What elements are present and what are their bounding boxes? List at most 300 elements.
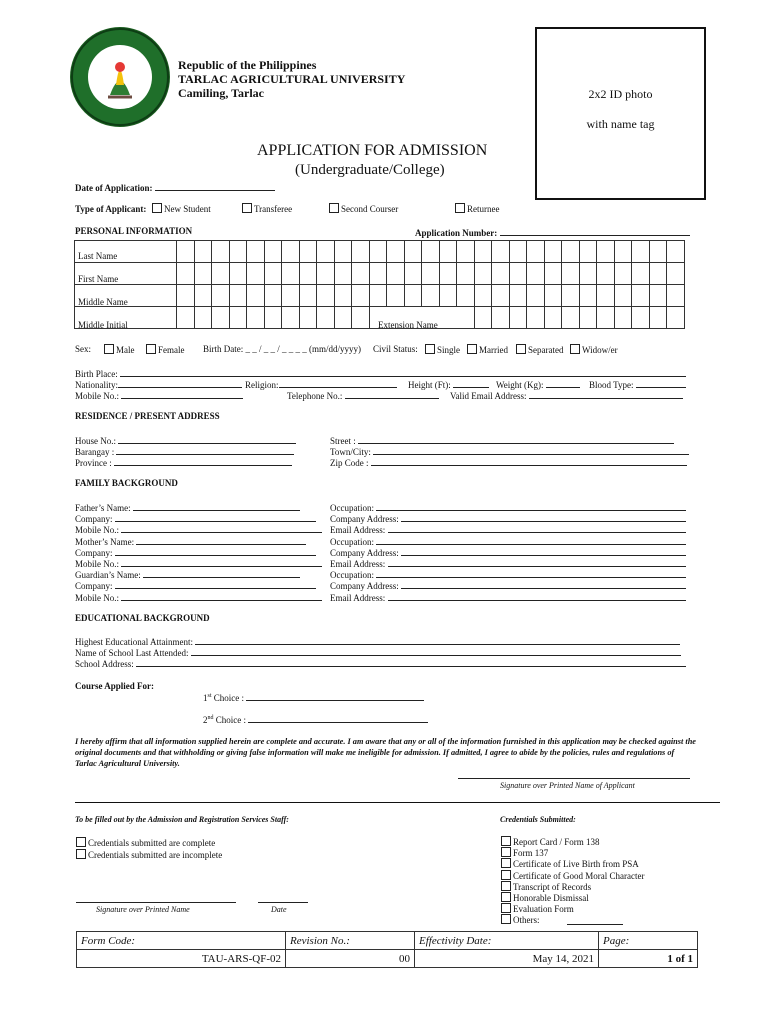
extension-name-label: Extension Name [378, 320, 438, 330]
letter-box[interactable] [247, 241, 265, 263]
street-label: Street : [330, 436, 356, 446]
letter-box[interactable] [317, 263, 335, 285]
letter-box[interactable] [614, 241, 632, 263]
checkbox-icon[interactable] [501, 836, 511, 846]
letter-box[interactable] [509, 263, 527, 285]
letter-box[interactable] [562, 241, 580, 263]
province-label: Province : [75, 458, 112, 468]
street-line[interactable] [358, 434, 674, 444]
applicant-type-returnee[interactable] [455, 203, 499, 214]
credential-label: Honorable Dismissal [513, 893, 589, 903]
town-line[interactable] [373, 445, 689, 455]
mobile-label: Mobile No.: [75, 391, 119, 401]
letter-box[interactable] [422, 241, 440, 263]
staff-option-label: Credentials submitted are complete [88, 838, 216, 848]
others-line[interactable] [567, 924, 623, 925]
middle-name-label: Middle Name [78, 297, 128, 307]
letter-box[interactable] [334, 307, 352, 329]
letter-box[interactable] [527, 263, 545, 285]
family-field-line[interactable] [376, 568, 686, 578]
photo-box-line1: 2x2 ID photo [588, 87, 653, 101]
letter-box[interactable] [597, 285, 615, 307]
letter-box[interactable] [667, 307, 685, 329]
family-field-line[interactable] [121, 557, 322, 567]
family-field-line[interactable] [388, 591, 686, 601]
letter-box[interactable] [352, 307, 370, 329]
family-field-line[interactable] [115, 512, 316, 522]
letter-box[interactable] [632, 285, 650, 307]
letter-box[interactable] [457, 241, 475, 263]
religion-line[interactable] [279, 378, 397, 388]
weight-line[interactable] [546, 378, 580, 388]
letter-box[interactable] [264, 307, 282, 329]
letter-box[interactable] [579, 263, 597, 285]
letter-box[interactable] [282, 307, 300, 329]
checkbox-icon[interactable] [242, 203, 252, 213]
letter-box[interactable] [229, 263, 247, 285]
letter-box[interactable] [317, 307, 335, 329]
school-name-line[interactable] [191, 646, 681, 656]
checkbox-icon[interactable] [146, 344, 156, 354]
letter-box[interactable] [597, 241, 615, 263]
form-title: APPLICATION FOR ADMISSION [257, 142, 488, 159]
nationality-label: Nationality: [75, 380, 118, 390]
barangay-line[interactable] [116, 445, 294, 455]
letter-box[interactable] [387, 285, 405, 307]
religion-label: Religion: [245, 380, 279, 390]
province-line[interactable] [114, 456, 292, 466]
footer-label-row [77, 932, 698, 950]
civil-married[interactable] [467, 344, 508, 355]
application-number-label: Application Number: [415, 228, 498, 238]
second-choice-line[interactable] [248, 713, 428, 723]
letter-box[interactable] [352, 263, 370, 285]
letter-box[interactable] [229, 241, 247, 263]
family-field-label: Email Address: [330, 525, 386, 536]
letter-box[interactable] [492, 241, 510, 263]
family-field[interactable] [75, 557, 322, 569]
school-address-field[interactable] [75, 657, 686, 669]
page-value: 1 of 1 [599, 950, 698, 968]
checkbox-icon[interactable] [501, 870, 511, 880]
family-field-line[interactable] [136, 535, 306, 545]
letter-box[interactable] [247, 263, 265, 285]
family-field-label: Guardian’s Name: [75, 570, 141, 581]
name-grid-row [75, 263, 685, 285]
letter-box[interactable] [194, 307, 212, 329]
letter-box[interactable] [474, 307, 492, 329]
staff-signature-caption: Signature over Printed Name [96, 905, 190, 914]
school-address-line[interactable] [136, 657, 686, 667]
zip-field[interactable] [330, 456, 687, 468]
credential-item[interactable] [501, 870, 644, 881]
letter-box[interactable] [614, 307, 632, 329]
affirmation-text: I hereby affirm that all information supplied herein are complete and accurate. I am aware that any or all of the information furnished in this application may be checked against the original documents and that withholding or giving false information will make me ineligible for admission. If admitted, I agree to abide by the policies, rules and regulations of Tarlac Agricultural University. [75, 737, 696, 768]
family-field-label: Mobile No.: [75, 559, 119, 569]
letter-box[interactable] [299, 285, 317, 307]
form-code-value: TAU-ARS-QF-02 [77, 950, 286, 968]
family-field-line[interactable] [376, 535, 686, 545]
family-field[interactable] [75, 568, 300, 580]
letter-box[interactable] [474, 263, 492, 285]
applicant-type-option: Transferee [254, 204, 293, 214]
effectivity-value: May 14, 2021 [415, 950, 599, 968]
checkbox-icon[interactable] [516, 344, 526, 354]
letter-box[interactable] [439, 263, 457, 285]
blood-type-line[interactable] [636, 378, 686, 388]
credential-item[interactable] [501, 903, 574, 914]
family-field-label: Mobile No.: [75, 592, 119, 603]
credentials-heading: Credentials Submitted: [500, 815, 576, 824]
sex-option: Male [116, 345, 135, 355]
letter-box[interactable] [579, 241, 597, 263]
letter-box[interactable] [212, 285, 230, 307]
family-field-label: Email Address: [330, 592, 386, 603]
form-subtitle: (Undergraduate/College) [295, 162, 445, 178]
family-field-line[interactable] [401, 512, 686, 522]
checkbox-icon[interactable] [329, 203, 339, 213]
letter-box[interactable] [562, 285, 580, 307]
letter-box[interactable] [404, 285, 422, 307]
civil-single[interactable] [425, 344, 460, 355]
letter-box[interactable] [579, 285, 597, 307]
house-line[interactable] [118, 434, 296, 444]
letter-box[interactable] [632, 307, 650, 329]
republic-heading: Republic of the Philippines [178, 58, 317, 72]
credential-item[interactable] [501, 914, 540, 925]
email-line[interactable] [529, 389, 683, 399]
birth-place-label: Birth Place: [75, 369, 118, 379]
family-field[interactable] [330, 546, 686, 558]
family-field[interactable] [330, 523, 686, 535]
checkbox-icon[interactable] [570, 344, 580, 354]
weight-label: Weight (Kg): [496, 380, 544, 390]
letter-box[interactable] [492, 307, 510, 329]
height-line[interactable] [453, 378, 489, 388]
letter-box[interactable] [264, 263, 282, 285]
nationality-line[interactable] [118, 378, 242, 388]
family-field-label: Mobile No.: [75, 525, 119, 536]
house-label: House No.: [75, 436, 116, 446]
family-field[interactable] [75, 579, 316, 591]
letter-box[interactable] [282, 241, 300, 263]
letter-box[interactable] [194, 241, 212, 263]
letter-box[interactable] [474, 285, 492, 307]
letter-box[interactable] [404, 263, 422, 285]
letter-box[interactable] [492, 263, 510, 285]
letter-box[interactable] [527, 285, 545, 307]
barangay-label: Barangay : [75, 447, 115, 457]
checkbox-icon[interactable] [501, 892, 511, 902]
checkbox-icon[interactable] [501, 858, 511, 868]
letter-box[interactable] [352, 241, 370, 263]
telephone-label: Telephone No.: [287, 391, 343, 401]
civil-separated[interactable] [516, 344, 563, 355]
education-heading: EDUCATIONAL BACKGROUND [75, 613, 210, 623]
university-location: Camiling, Tarlac [178, 86, 265, 100]
letter-box[interactable] [229, 285, 247, 307]
letter-box[interactable] [212, 263, 230, 285]
checkbox-icon[interactable] [425, 344, 435, 354]
letter-box[interactable] [334, 285, 352, 307]
applicant-signature-caption: Signature over Printed Name of Applicant [500, 781, 635, 790]
applicant-type-option: Second Courser [341, 204, 399, 214]
credential-item[interactable] [501, 836, 600, 847]
first-name-label: First Name [78, 274, 119, 284]
email-field[interactable] [450, 389, 683, 401]
family-field-line[interactable] [388, 523, 686, 533]
letter-box[interactable] [177, 241, 195, 263]
family-field[interactable] [330, 591, 686, 603]
letter-box[interactable] [562, 263, 580, 285]
birth-date-label: Birth Date: _ _ / _ _ / _ _ _ _ (mm/dd/yyyy) [203, 344, 361, 354]
civil-option: Married [479, 345, 508, 355]
family-field-label: Company: [75, 514, 113, 525]
first-choice-line[interactable] [246, 691, 424, 701]
applicant-type-new[interactable] [152, 203, 211, 214]
family-field-line[interactable] [376, 501, 686, 511]
letter-box[interactable] [177, 263, 195, 285]
applicant-type-transferee[interactable] [242, 203, 292, 214]
letter-box[interactable] [317, 241, 335, 263]
letter-box[interactable] [299, 241, 317, 263]
letter-box[interactable] [247, 307, 265, 329]
family-field-line[interactable] [133, 501, 300, 511]
letter-box[interactable] [667, 285, 685, 307]
telephone-field[interactable] [287, 389, 439, 401]
checkbox-icon[interactable] [76, 849, 86, 859]
checkbox-icon[interactable] [501, 903, 511, 913]
letter-box[interactable] [667, 241, 685, 263]
civil-widow[interactable] [570, 344, 618, 355]
letter-box[interactable] [649, 285, 667, 307]
letter-box[interactable] [282, 285, 300, 307]
family-field-line[interactable] [401, 579, 686, 589]
letter-box[interactable] [334, 241, 352, 263]
letter-box[interactable] [649, 241, 667, 263]
family-field[interactable] [330, 568, 686, 580]
letter-box[interactable] [194, 285, 212, 307]
zip-label: Zip Code : [330, 458, 369, 468]
checkbox-icon[interactable] [152, 203, 162, 213]
birth-place-line[interactable] [120, 367, 686, 377]
checkbox-icon[interactable] [467, 344, 477, 354]
letter-box[interactable] [369, 241, 387, 263]
applicant-signature-line[interactable] [458, 778, 690, 779]
family-field-label: Mother’s Name: [75, 536, 135, 547]
form-code-label: Form Code: [77, 932, 286, 950]
family-field-line[interactable] [121, 523, 322, 533]
letter-box[interactable] [457, 263, 475, 285]
letter-box[interactable] [492, 285, 510, 307]
letter-box[interactable] [317, 285, 335, 307]
application-number-line[interactable] [500, 226, 690, 236]
family-field[interactable] [75, 523, 322, 535]
letter-box[interactable] [334, 263, 352, 285]
middle-initial-label: Middle Initial [78, 320, 128, 330]
family-field[interactable] [330, 557, 686, 569]
letter-box[interactable] [544, 241, 562, 263]
first-choice-number: 1 [203, 693, 208, 703]
family-field-label: Email Address: [330, 559, 386, 569]
family-field[interactable] [75, 546, 316, 558]
first-choice-field[interactable] [203, 691, 424, 703]
sex-female[interactable] [146, 344, 185, 355]
family-field[interactable] [330, 535, 686, 547]
first-choice-suffix: st [207, 693, 212, 699]
applicant-type-second-courser[interactable] [329, 203, 398, 214]
credential-label: Others: [513, 915, 540, 926]
letter-box[interactable] [614, 285, 632, 307]
letter-box[interactable] [439, 285, 457, 307]
letter-box[interactable] [527, 241, 545, 263]
family-field-line[interactable] [121, 591, 322, 601]
checkbox-icon[interactable] [501, 847, 511, 857]
zip-line[interactable] [371, 456, 687, 466]
checkbox-icon[interactable] [104, 344, 114, 354]
letter-box[interactable] [177, 285, 195, 307]
credential-item[interactable] [501, 847, 548, 858]
page-label: Page: [599, 932, 698, 950]
second-choice-label: Choice : [215, 715, 246, 725]
letter-box[interactable] [649, 263, 667, 285]
letter-box[interactable] [369, 263, 387, 285]
letter-box[interactable] [264, 241, 282, 263]
effectivity-label: Effectivity Date: [415, 932, 599, 950]
mobile-line[interactable] [121, 389, 243, 399]
letter-box[interactable] [299, 307, 317, 329]
letter-box[interactable] [509, 307, 527, 329]
date-of-application-line[interactable] [155, 181, 275, 191]
letter-box[interactable] [194, 263, 212, 285]
letter-box[interactable] [562, 307, 580, 329]
letter-box[interactable] [177, 307, 195, 329]
letter-box[interactable] [299, 263, 317, 285]
staff-complete-option[interactable] [76, 837, 215, 848]
letter-box[interactable] [264, 285, 282, 307]
letter-box[interactable] [212, 307, 230, 329]
letter-box[interactable] [632, 241, 650, 263]
logo-seal-icon [70, 27, 170, 127]
civil-option: Widow/er [582, 345, 618, 355]
second-choice-field[interactable] [203, 713, 428, 725]
applicant-type-option: Returnee [467, 204, 500, 214]
sex-label: Sex: [75, 344, 92, 354]
family-field[interactable] [75, 512, 316, 524]
staff-date-line[interactable] [258, 902, 308, 903]
family-field-label: Occupation: [330, 570, 374, 581]
first-choice-label: Choice : [213, 693, 245, 703]
staff-signature-line[interactable] [76, 902, 236, 903]
highest-education-line[interactable] [195, 635, 680, 645]
letter-box[interactable] [387, 241, 405, 263]
application-number-field[interactable] [415, 226, 690, 238]
letter-box[interactable] [597, 307, 615, 329]
personal-info-heading: PERSONAL INFORMATION [75, 226, 193, 236]
family-field[interactable] [330, 579, 686, 591]
letter-box[interactable] [509, 285, 527, 307]
course-heading: Course Applied For: [75, 681, 155, 691]
family-field[interactable] [330, 512, 686, 524]
family-field[interactable] [75, 591, 322, 603]
date-of-application-field[interactable] [75, 181, 275, 193]
second-choice-suffix: nd [207, 715, 214, 721]
telephone-line[interactable] [345, 389, 439, 399]
letter-box[interactable] [544, 285, 562, 307]
letter-box[interactable] [597, 263, 615, 285]
credential-item[interactable] [501, 881, 591, 892]
letter-box[interactable] [352, 285, 370, 307]
applicant-type-label: Type of Applicant: [75, 204, 147, 214]
family-field[interactable] [330, 501, 686, 513]
letter-box[interactable] [229, 307, 247, 329]
letter-box[interactable] [579, 307, 597, 329]
civil-status-label: Civil Status: [373, 344, 418, 354]
footer-value-row [77, 950, 698, 968]
letter-box[interactable] [422, 263, 440, 285]
family-field-line[interactable] [143, 568, 300, 578]
letter-box[interactable] [369, 285, 387, 307]
last-name-label: Last Name [78, 251, 118, 261]
letter-box[interactable] [527, 307, 545, 329]
family-field-label: Company Address: [330, 547, 399, 558]
letter-box[interactable] [387, 263, 405, 285]
sex-option: Female [158, 345, 185, 355]
checkbox-icon[interactable] [76, 837, 86, 847]
family-field-line[interactable] [388, 557, 686, 567]
letter-box[interactable] [614, 263, 632, 285]
letter-box[interactable] [247, 285, 265, 307]
sex-male[interactable] [104, 344, 135, 355]
name-grid [74, 240, 685, 329]
mobile-field[interactable] [75, 389, 243, 401]
town-label: Town/City: [330, 447, 371, 457]
checkbox-icon[interactable] [501, 914, 511, 924]
letter-box[interactable] [509, 241, 527, 263]
checkbox-icon[interactable] [455, 203, 465, 213]
name-grid-row [75, 241, 685, 263]
staff-incomplete-option[interactable] [76, 849, 222, 860]
family-field[interactable] [75, 535, 306, 547]
province-field[interactable] [75, 456, 292, 468]
letter-box[interactable] [422, 285, 440, 307]
credential-item[interactable] [501, 858, 639, 869]
letter-box[interactable] [474, 241, 492, 263]
letter-box[interactable] [544, 263, 562, 285]
family-field-label: Company Address: [330, 581, 399, 592]
family-field-line[interactable] [115, 579, 316, 589]
family-field-line[interactable] [115, 546, 316, 556]
letter-box[interactable] [439, 241, 457, 263]
residence-heading: RESIDENCE / PRESENT ADDRESS [75, 411, 220, 421]
letter-box[interactable] [282, 263, 300, 285]
letter-box[interactable] [649, 307, 667, 329]
letter-box[interactable] [632, 263, 650, 285]
letter-box[interactable] [404, 241, 422, 263]
credential-item[interactable] [501, 892, 589, 903]
letter-box[interactable] [544, 307, 562, 329]
staff-option-label: Credentials submitted are incomplete [88, 850, 223, 860]
letter-box[interactable] [212, 241, 230, 263]
letter-box[interactable] [667, 263, 685, 285]
family-field-line[interactable] [401, 546, 686, 556]
family-field[interactable] [75, 501, 300, 513]
credential-label: Certificate of Live Birth from PSA [513, 859, 639, 870]
letter-box[interactable] [457, 285, 475, 307]
family-field-label: Occupation: [330, 536, 374, 547]
second-choice-number: 2 [203, 715, 208, 725]
checkbox-icon[interactable] [501, 881, 511, 891]
